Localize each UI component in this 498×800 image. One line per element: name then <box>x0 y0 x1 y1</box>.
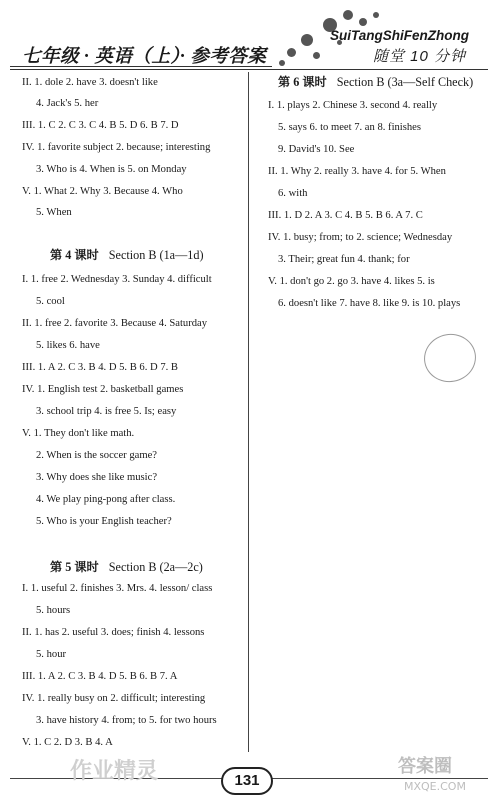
answer-line: 2. When is the soccer game? <box>36 450 157 461</box>
column-divider <box>248 72 249 752</box>
answer-line: 5. hour <box>36 649 67 660</box>
answer-line: IV. 1. English test 2. basketball games <box>22 384 184 395</box>
answer-line: IV. 1. busy; from; to 2. science; Wednesday <box>268 232 453 243</box>
answer-line: 5. likes 6. have <box>36 340 100 351</box>
section-heading-lesson-5 <box>50 559 203 575</box>
stamp-watermark <box>420 330 480 386</box>
section-heading-lesson-4 <box>50 247 204 263</box>
section-number: 第 6 课时 <box>278 75 327 89</box>
section-number: 第 5 课时 <box>50 560 99 574</box>
answer-line: III. 1. D 2. A 3. C 4. B 5. B 6. A 7. C <box>268 210 423 221</box>
answer-line: 4. We play ping-pong after class. <box>36 494 176 505</box>
answer-line: V. 1. C 2. D 3. B 4. A <box>22 737 113 748</box>
page-number: 131 <box>221 767 273 795</box>
header-rule <box>10 69 488 70</box>
answer-line: 5. Who is your English teacher? <box>36 516 172 527</box>
answer-line: 3. school trip 4. is free 5. Is; easy <box>36 406 177 417</box>
answer-line: I. 1. useful 2. finishes 3. Mrs. 4. lesson/ class <box>22 583 213 594</box>
header-rule <box>10 66 272 67</box>
section-title: Section B (2a—2c) <box>108 560 203 574</box>
answer-line: 3. Their; great fun 4. thank; for <box>278 254 410 265</box>
answer-line: II. 1. dole 2. have 3. doesn't like <box>22 77 158 88</box>
brand-subtitle: 随堂 10 分钟 <box>373 48 467 65</box>
answer-line: III. 1. A 2. C 3. B 4. D 5. B 6. B 7. A <box>22 671 178 682</box>
answer-line: II. 1. free 2. favorite 3. Because 4. Saturday <box>22 318 208 329</box>
answer-line: I. 1. free 2. Wednesday 3. Sunday 4. difficult <box>22 274 212 285</box>
answer-line: 9. David's 10. See <box>278 144 355 155</box>
answer-line: II. 1. Why 2. really 3. have 4. for 5. When <box>268 166 446 177</box>
answer-line: II. 1. has 2. useful 3. does; finish 4. lessons <box>22 627 205 638</box>
answer-line: 3. Why does she like music? <box>36 472 158 483</box>
answer-line: 3. have history 4. from; to 5. for two hours <box>36 715 217 726</box>
answer-line: 5. cool <box>36 296 65 307</box>
watermark-left: 作业精灵 <box>70 759 159 784</box>
answer-line: III. 1. A 2. C 3. B 4. D 5. B 6. D 7. B <box>22 362 178 373</box>
answer-line: 6. doesn't like 7. have 8. like 9. is 10. plays <box>278 298 461 309</box>
answer-line: V. 1. don't go 2. go 3. have 4. likes 5. is <box>268 276 435 287</box>
answer-line: 4. Jack's 5. her <box>36 98 99 109</box>
answer-line: V. 1. What 2. Why 3. Because 4. Who <box>22 186 183 197</box>
answer-line: 6. with <box>278 188 308 199</box>
answer-line: I. 1. plays 2. Chinese 3. second 4. really <box>268 100 438 111</box>
answer-line: IV. 1. really busy on 2. difficult; interesting <box>22 693 206 704</box>
section-number: 第 4 课时 <box>50 248 99 262</box>
watermark-right: 答案圈 <box>398 756 452 777</box>
answer-line: 5. When <box>36 207 72 218</box>
section-title: Section B (3a—Self Check) <box>336 75 474 89</box>
section-heading-lesson-6 <box>278 74 473 90</box>
answer-line: 3. Who is 4. When is 5. on Monday <box>36 164 187 175</box>
page-header-title: 七年级 · 英语（上）· 参考答案 <box>22 47 267 67</box>
answer-line: 5. hours <box>36 605 71 616</box>
section-title: Section B (1a—1d) <box>108 248 204 262</box>
watermark-url: MXQE.COM <box>404 780 466 793</box>
answer-line: IV. 1. favorite subject 2. because; interesting <box>22 142 211 153</box>
answer-line: III. 1. C 2. C 3. C 4. B 5. D 6. B 7. D <box>22 120 179 131</box>
brand-name: SuiTangShiFenZhong <box>330 28 469 43</box>
answer-line: V. 1. They don't like math. <box>22 428 135 439</box>
answer-line: 5. says 6. to meet 7. an 8. finishes <box>278 122 421 133</box>
